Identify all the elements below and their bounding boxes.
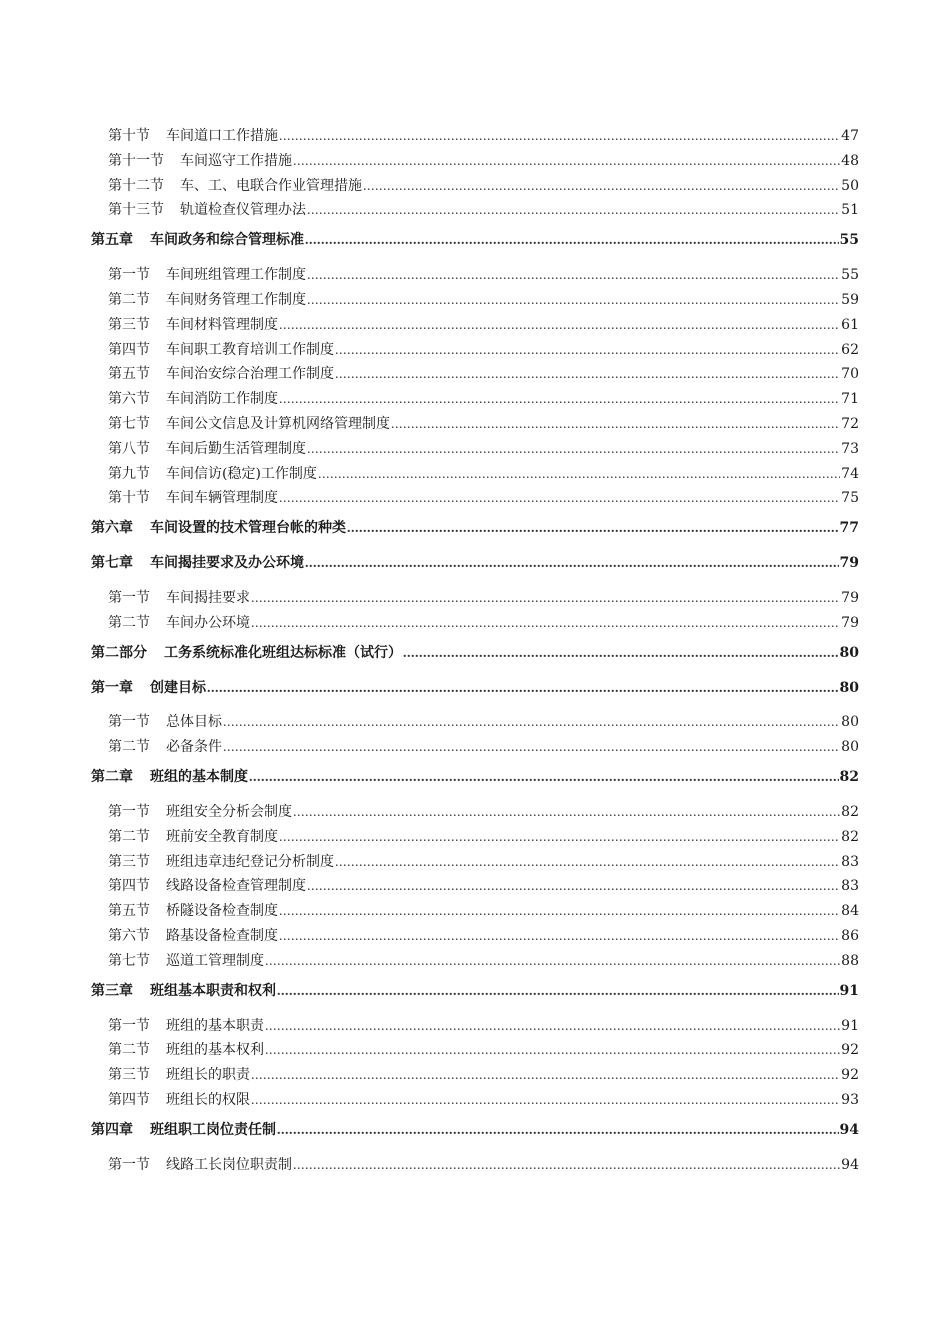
toc-entry-number: 第五节	[108, 903, 150, 920]
toc-dot-leader	[251, 614, 840, 633]
toc-entry-number: 第二节	[108, 828, 150, 845]
toc-page-number: 80	[839, 644, 859, 661]
toc-dot-leader	[279, 127, 840, 146]
toc-section-entry[interactable]	[91, 613, 859, 633]
toc-entry-number: 第九节	[108, 465, 150, 482]
toc-entry-title: 班组基本职责和权利	[150, 982, 276, 999]
toc-dot-leader	[335, 853, 840, 872]
toc-dot-leader	[265, 952, 840, 971]
toc-page-number: 59	[841, 291, 859, 308]
toc-entry-number: 第四节	[108, 878, 150, 895]
toc-section-entry[interactable]	[91, 827, 859, 847]
toc-page-number: 91	[839, 982, 859, 999]
toc-section-entry[interactable]	[91, 1090, 859, 1110]
toc-dot-leader	[363, 177, 840, 196]
toc-dot-leader	[279, 316, 840, 335]
toc-entry-number: 第十节	[108, 490, 150, 507]
toc-entry-title: 车间设置的技术管理台帐的种类	[150, 520, 346, 537]
toc-section-entry[interactable]	[91, 737, 859, 757]
toc-dot-leader	[305, 554, 839, 573]
toc-dot-leader	[307, 291, 840, 310]
toc-chapter-entry[interactable]	[91, 643, 859, 663]
toc-dot-leader	[279, 927, 840, 946]
toc-dot-leader	[335, 341, 840, 360]
toc-section-entry[interactable]	[91, 290, 859, 310]
toc-dot-leader	[307, 266, 840, 285]
toc-entry-number: 第六章	[91, 520, 133, 537]
toc-page-number: 94	[839, 1121, 859, 1138]
toc-entry-number: 第二节	[108, 1042, 150, 1059]
toc-section-entry[interactable]	[91, 389, 859, 409]
toc-section-entry[interactable]	[91, 901, 859, 921]
toc-page-number: 47	[841, 128, 859, 144]
toc-chapter-entry[interactable]	[91, 678, 859, 698]
toc-entry-number: 第六节	[108, 927, 150, 944]
toc-page-number: 75	[841, 490, 859, 507]
toc-dot-leader	[279, 828, 840, 847]
toc-entry-number: 第四节	[108, 341, 150, 358]
toc-page-number: 80	[841, 714, 859, 731]
toc-page-number: 82	[841, 803, 859, 820]
toc-dot-leader	[223, 738, 840, 757]
toc-dot-leader	[265, 1017, 840, 1036]
toc-page-number: 79	[841, 589, 859, 606]
toc-entry-title: 班前安全教育制度	[166, 828, 278, 845]
toc-page-number: 79	[839, 555, 859, 572]
toc-section-entry[interactable]	[91, 176, 859, 196]
toc-entry-number: 第十节	[108, 128, 150, 144]
toc-entry-number: 第六节	[108, 391, 150, 408]
toc-entry-number: 第三节	[108, 853, 150, 870]
toc-section-entry[interactable]	[91, 951, 859, 971]
toc-entry-title: 线路设备检查管理制度	[166, 878, 306, 895]
toc-entry-number: 第二章	[91, 769, 133, 786]
toc-page-number: 83	[841, 878, 859, 895]
toc-entry-title: 车间揭挂要求及办公环境	[150, 555, 304, 572]
toc-entry-number: 第一节	[108, 1156, 150, 1173]
toc-section-entry[interactable]	[91, 712, 859, 732]
toc-page-number: 71	[841, 391, 859, 408]
toc-entry-title: 班组的基本制度	[150, 769, 248, 786]
toc-entry-number: 第七节	[108, 415, 150, 432]
toc-page-number: 80	[839, 679, 859, 696]
toc-entry-title: 班组职工岗位责任制	[150, 1121, 276, 1138]
toc-entry-title: 班组安全分析会制度	[166, 803, 292, 820]
toc-page-number: 62	[841, 341, 859, 358]
toc-page-number: 70	[841, 366, 859, 383]
toc-entry-number: 第七节	[108, 952, 150, 969]
toc-entry-number: 第四章	[91, 1121, 133, 1138]
toc-page-number: 83	[841, 853, 859, 870]
toc-entry-title: 车间办公环境	[166, 614, 250, 631]
toc-entry-number: 第一节	[108, 267, 150, 284]
toc-entry-title: 巡道工管理制度	[166, 952, 264, 969]
toc-dot-leader	[251, 1066, 840, 1085]
toc-dot-leader	[403, 644, 839, 663]
toc-dot-leader	[391, 415, 840, 434]
toc-dot-leader	[307, 877, 840, 896]
toc-dot-leader	[207, 679, 839, 698]
toc-section-entry[interactable]	[91, 488, 859, 508]
toc-section-entry[interactable]	[91, 364, 859, 384]
toc-section-entry[interactable]	[91, 1155, 859, 1175]
toc-entry-number: 第四节	[108, 1091, 150, 1108]
toc-dot-leader	[307, 201, 840, 220]
toc-entry-number: 第三节	[108, 316, 150, 333]
toc-section-entry[interactable]	[91, 1016, 859, 1036]
toc-section-entry[interactable]	[91, 876, 859, 896]
toc-entry-title: 车间揭挂要求	[166, 589, 250, 606]
toc-entry-title: 车间巡守工作措施	[180, 152, 292, 169]
toc-entry-number: 第五章	[91, 232, 133, 249]
toc-entry-number: 第三章	[91, 982, 133, 999]
toc-section-entry[interactable]	[91, 340, 859, 360]
toc-entry-number: 第八节	[108, 440, 150, 457]
toc-entry-title: 线路工长岗位职责制	[166, 1156, 292, 1173]
toc-entry-number: 第十二节	[108, 177, 164, 194]
toc-entry-number: 第十一节	[108, 152, 164, 169]
toc-page-number: 72	[841, 415, 859, 432]
toc-dot-leader	[249, 768, 839, 787]
toc-entry-title: 必备条件	[166, 739, 222, 756]
toc-entry-number: 第一节	[108, 1017, 150, 1034]
toc-page-number: 55	[841, 267, 859, 284]
toc-dot-leader	[293, 1156, 840, 1175]
toc-section-entry[interactable]	[91, 439, 859, 459]
toc-dot-leader	[277, 1121, 839, 1140]
toc-entry-number: 第五节	[108, 366, 150, 383]
toc-entry-title: 班组的基本权利	[166, 1042, 264, 1059]
toc-entry-title: 车间材料管理制度	[166, 316, 278, 333]
toc-entry-title: 桥隧设备检查制度	[166, 903, 278, 920]
toc-page-number: 61	[841, 316, 859, 333]
toc-section-entry[interactable]	[91, 315, 859, 335]
toc-page-number: 51	[841, 202, 859, 219]
toc-dot-leader	[279, 902, 840, 921]
toc-section-entry[interactable]	[91, 926, 859, 946]
toc-page-number: 93	[841, 1091, 859, 1108]
toc-entry-number: 第七章	[91, 555, 133, 572]
toc-section-entry[interactable]	[91, 151, 859, 171]
toc-page-number: 92	[841, 1042, 859, 1059]
toc-page-number: 82	[839, 769, 859, 786]
toc-section-entry[interactable]	[91, 126, 859, 146]
toc-entry-number: 第二部分	[91, 644, 147, 661]
toc-dot-leader	[293, 803, 840, 822]
toc-page-number: 82	[841, 828, 859, 845]
toc-dot-leader	[223, 713, 840, 732]
toc-entry-number: 第一节	[108, 589, 150, 606]
toc-chapter-entry[interactable]	[91, 518, 859, 538]
toc-dot-leader	[293, 152, 840, 171]
toc-section-entry[interactable]	[91, 464, 859, 484]
toc-entry-number: 第二节	[108, 739, 150, 756]
toc-entry-title: 车间后勤生活管理制度	[166, 440, 306, 457]
toc-entry-title: 工务系统标准化班组达标标准（试行）	[164, 644, 402, 661]
toc-dot-leader	[305, 231, 839, 250]
toc-entry-title: 车间公文信息及计算机网络管理制度	[166, 415, 390, 432]
toc-page-number: 94	[841, 1156, 859, 1173]
toc-section-entry[interactable]	[91, 1040, 859, 1060]
toc-entry-title: 车间道口工作措施	[166, 128, 278, 144]
toc-page-number: 88	[841, 952, 859, 969]
toc-page-number: 80	[841, 739, 859, 756]
toc-entry-title: 车间车辆管理制度	[166, 490, 278, 507]
toc-page-number: 91	[841, 1017, 859, 1034]
toc-entry-title: 班组长的职责	[166, 1067, 250, 1084]
toc-section-entry[interactable]	[91, 265, 859, 285]
toc-section-entry[interactable]	[91, 414, 859, 434]
toc-entry-number: 第二节	[108, 614, 150, 631]
toc-page-number: 50	[841, 177, 859, 194]
toc-entry-title: 班组长的权限	[166, 1091, 250, 1108]
toc-chapter-entry[interactable]	[91, 1120, 859, 1140]
toc-entry-title: 车、工、电联合作业管理措施	[180, 177, 362, 194]
toc-chapter-entry[interactable]	[91, 553, 859, 573]
toc-entry-title: 车间财务管理工作制度	[166, 291, 306, 308]
toc-entry-title: 总体目标	[166, 714, 222, 731]
toc-section-entry[interactable]	[91, 588, 859, 608]
toc-entry-title: 路基设备检查制度	[166, 927, 278, 944]
table-of-contents	[91, 126, 859, 1180]
toc-entry-title: 班组的基本职责	[166, 1017, 264, 1034]
toc-entry-title: 创建目标	[150, 679, 206, 696]
toc-dot-leader	[318, 465, 840, 484]
toc-entry-title: 车间治安综合治理工作制度	[166, 366, 334, 383]
toc-dot-leader	[279, 489, 840, 508]
toc-entry-title: 班组违章违纪登记分析制度	[166, 853, 334, 870]
toc-chapter-entry[interactable]	[91, 230, 859, 250]
toc-dot-leader	[347, 519, 839, 538]
toc-section-entry[interactable]	[91, 1065, 859, 1085]
toc-chapter-entry[interactable]	[91, 981, 859, 1001]
toc-entry-title: 车间消防工作制度	[166, 391, 278, 408]
toc-page-number: 48	[841, 152, 859, 169]
toc-entry-number: 第一节	[108, 714, 150, 731]
toc-page-number: 79	[841, 614, 859, 631]
toc-chapter-entry[interactable]	[91, 767, 859, 787]
toc-page-number: 74	[841, 465, 859, 482]
toc-dot-leader	[265, 1041, 840, 1060]
toc-entry-number: 第十三节	[108, 202, 164, 219]
toc-page-number: 73	[841, 440, 859, 457]
toc-entry-title: 车间班组管理工作制度	[166, 267, 306, 284]
toc-entry-number: 第二节	[108, 291, 150, 308]
toc-page-number: 84	[841, 903, 859, 920]
toc-entry-title: 车间职工教育培训工作制度	[166, 341, 334, 358]
toc-page-number: 55	[839, 232, 859, 249]
toc-entry-title: 车间信访(稳定)工作制度	[166, 465, 317, 482]
toc-page-number: 77	[839, 520, 859, 537]
toc-dot-leader	[307, 440, 840, 459]
toc-dot-leader	[279, 390, 840, 409]
toc-page-number: 86	[841, 927, 859, 944]
toc-entry-number: 第一章	[91, 679, 133, 696]
toc-dot-leader	[251, 1091, 840, 1110]
toc-dot-leader	[277, 982, 839, 1001]
toc-section-entry[interactable]	[91, 802, 859, 822]
toc-entry-number: 第三节	[108, 1067, 150, 1084]
toc-section-entry[interactable]	[91, 852, 859, 872]
toc-entry-number: 第一节	[108, 803, 150, 820]
toc-dot-leader	[251, 589, 840, 608]
toc-page-number: 92	[841, 1067, 859, 1084]
toc-section-entry[interactable]	[91, 200, 859, 220]
toc-dot-leader	[335, 365, 840, 384]
toc-entry-title: 车间政务和综合管理标准	[150, 232, 304, 249]
toc-entry-title: 轨道检查仪管理办法	[180, 202, 306, 219]
